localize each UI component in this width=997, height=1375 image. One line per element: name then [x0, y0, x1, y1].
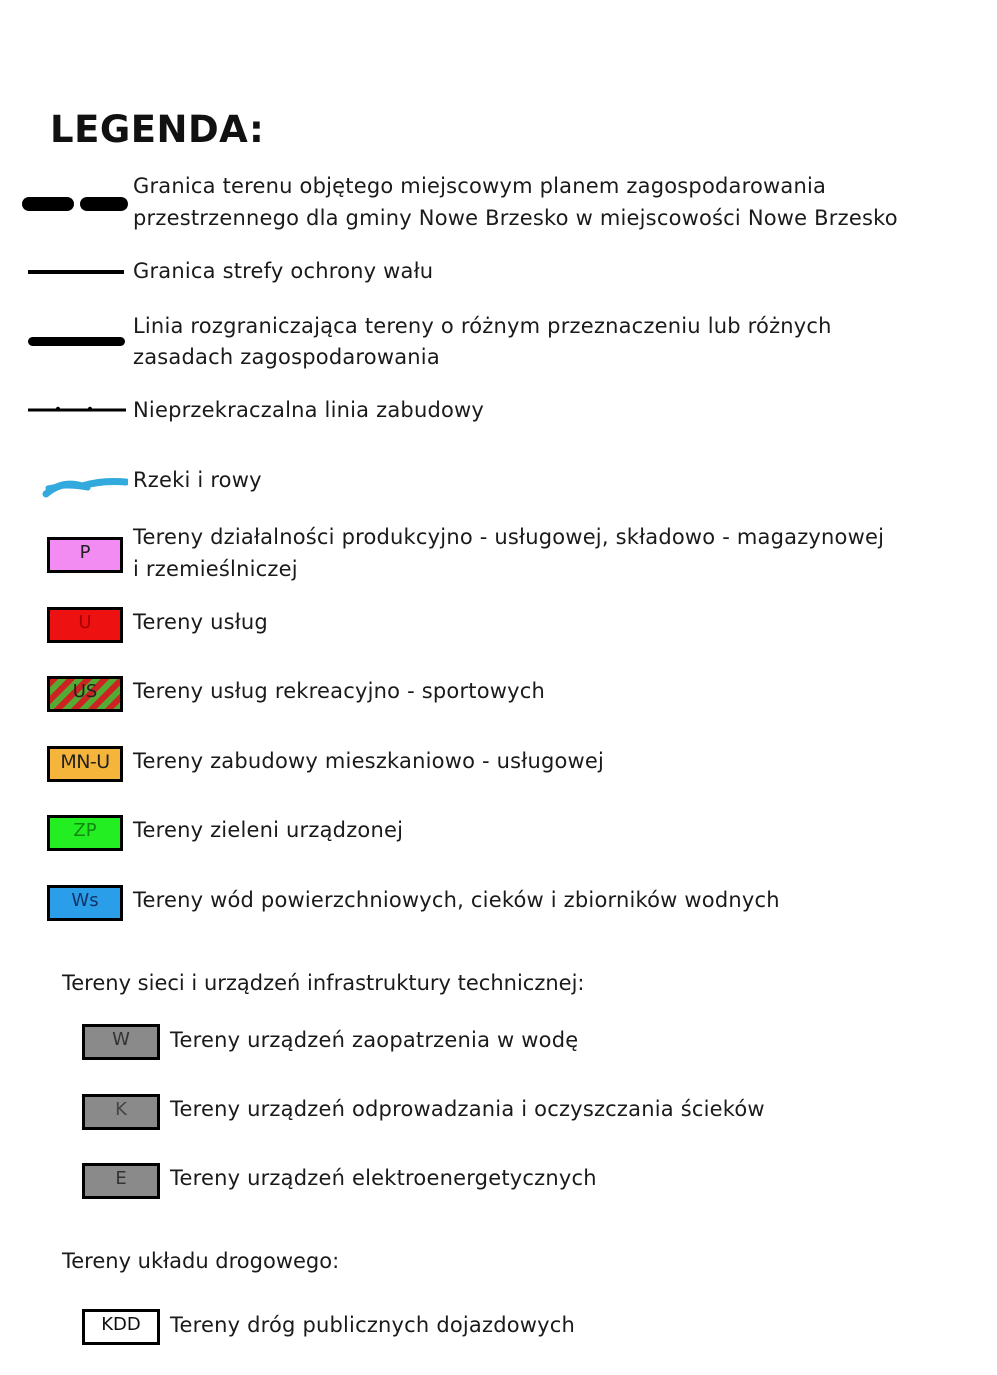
- legend-label: Nieprzekraczalna linia zabudowy: [133, 398, 485, 422]
- infra-code: E: [115, 1168, 127, 1189]
- zone-symbol-mn-u: [47, 746, 123, 782]
- zone-code: P: [79, 542, 91, 563]
- legend-label: Rzeki i rowy: [133, 468, 262, 492]
- legend-label: Tereny wód powierzchniowych, cieków i zbiorników wodnych: [133, 888, 780, 912]
- legend-label: Granica strefy ochrony wału: [133, 259, 434, 283]
- zone-code: US: [72, 681, 98, 702]
- legend-label: Tereny dróg publicznych dojazdowych: [170, 1313, 576, 1337]
- road-code: KDD: [101, 1314, 141, 1335]
- roads-heading: Tereny układu drogowego:: [62, 1249, 340, 1273]
- zone-symbol-ws: [47, 885, 123, 921]
- legend-label: i rzemieślniczej: [133, 557, 298, 581]
- zone-symbol-zp: [47, 815, 123, 851]
- plan-boundary-dash-symbol: [22, 197, 74, 211]
- legend-label: Linia rozgraniczająca tereny o różnym przeznaczeniu lub różnych: [133, 314, 832, 338]
- zone-symbol-p: [47, 537, 123, 573]
- legend-label: przestrzennego dla gminy Nowe Brzesko w miejscowości Nowe Brzesko: [133, 206, 898, 230]
- building-line-symbol: [28, 402, 126, 418]
- infra-symbol-e: [82, 1163, 160, 1199]
- zone-code: Ws: [71, 890, 99, 911]
- river-symbol: [42, 472, 128, 500]
- infrastructure-heading: Tereny sieci i urządzeń infrastruktury technicznej:: [62, 971, 585, 995]
- infra-code: W: [112, 1029, 130, 1050]
- zone-symbol-u: [47, 607, 123, 643]
- zone-code: ZP: [73, 820, 97, 841]
- legend-label: Tereny urządzeń zaopatrzenia w wodę: [170, 1028, 579, 1052]
- zone-code: U: [78, 612, 92, 633]
- legend-label: Tereny zabudowy mieszkaniowo - usługowej: [133, 749, 605, 773]
- plan-boundary-dash-symbol: [80, 197, 128, 211]
- infra-code: K: [115, 1099, 127, 1120]
- embankment-zone-line-symbol: [28, 270, 124, 274]
- infra-symbol-w: [82, 1024, 160, 1060]
- legend-label: Tereny urządzeń elektroenergetycznych: [170, 1166, 597, 1190]
- zone-code: MN-U: [60, 751, 110, 773]
- legend-label: Tereny działalności produkcyjno - usługowej, składowo - magazynowej: [133, 525, 885, 549]
- legend-label: zasadach zagospodarowania: [133, 345, 440, 369]
- road-symbol-kdd: [82, 1309, 160, 1345]
- dividing-line-symbol: [28, 337, 125, 346]
- infra-symbol-k: [82, 1094, 160, 1130]
- legend-label: Tereny usług: [133, 610, 268, 634]
- legend-title: LEGENDA:: [50, 108, 265, 151]
- legend-label: Tereny usług rekreacyjno - sportowych: [133, 679, 546, 703]
- legend-label: Tereny urządzeń odprowadzania i oczyszczania ścieków: [170, 1097, 765, 1121]
- legend-label: Tereny zieleni urządzonej: [133, 818, 404, 842]
- zone-symbol-us: [47, 676, 123, 712]
- legend-label: Granica terenu objętego miejscowym planem zagospodarowania: [133, 174, 827, 198]
